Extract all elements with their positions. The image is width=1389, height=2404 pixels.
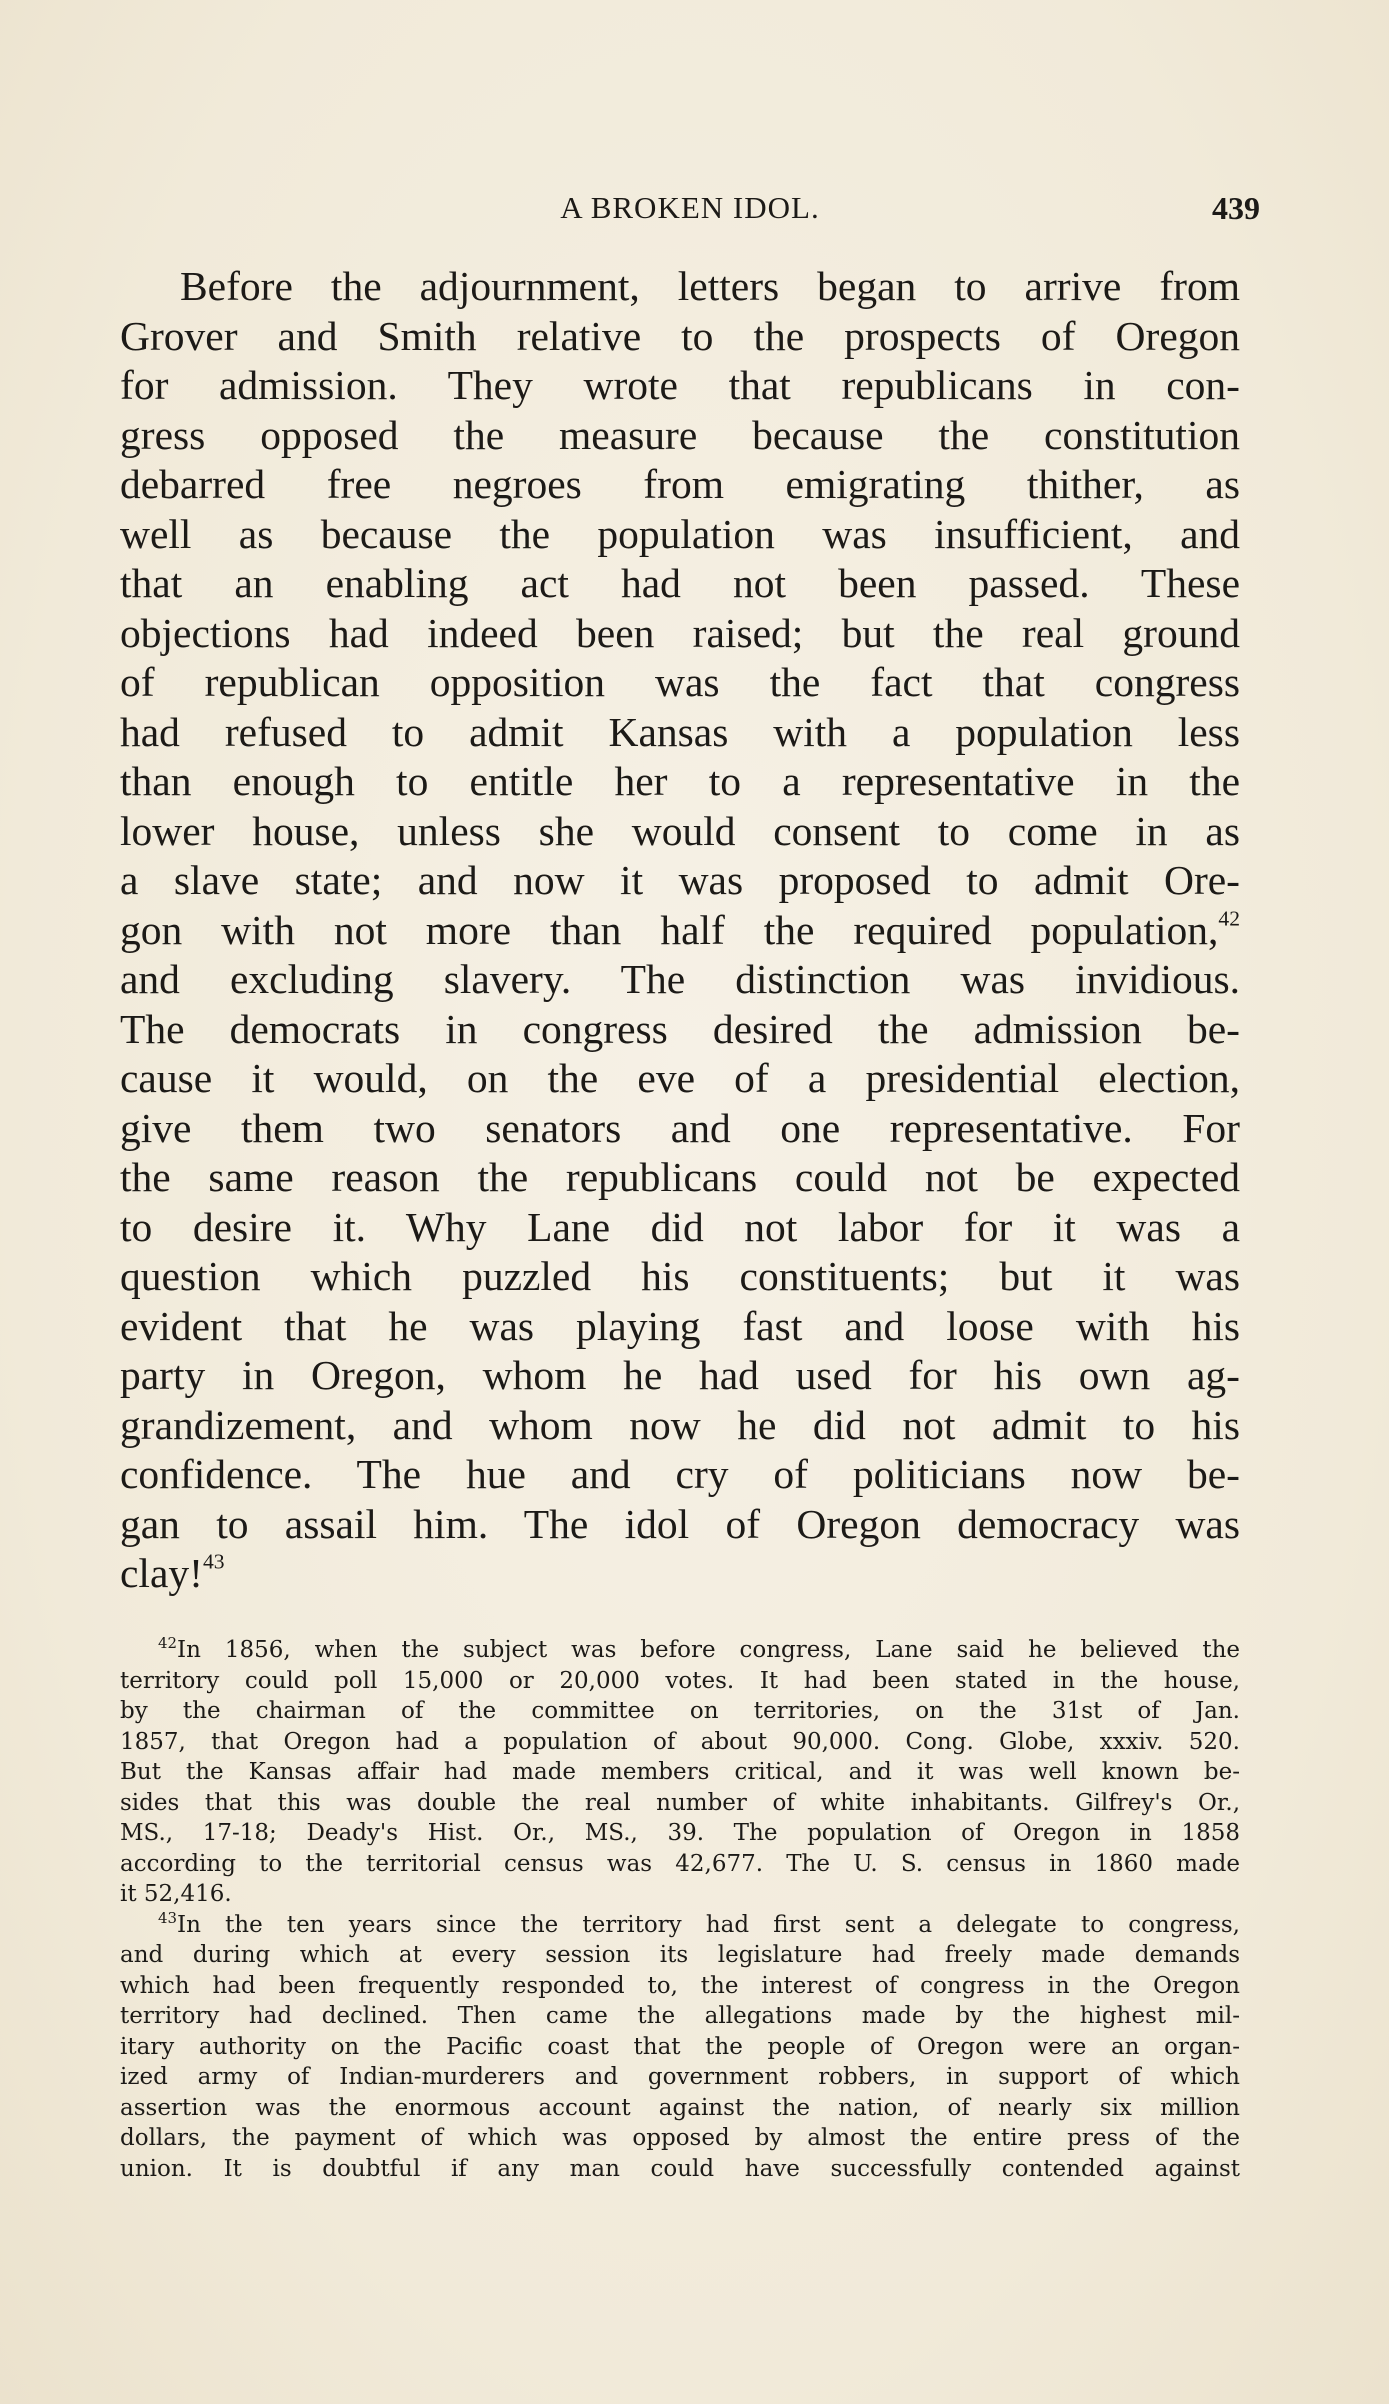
footnote-line-text: it 52,416. bbox=[120, 1881, 232, 1907]
footnote-line bbox=[120, 2123, 1240, 2154]
footnote-line bbox=[120, 1788, 1240, 1819]
body-line bbox=[120, 1252, 1240, 1302]
body-line bbox=[120, 1153, 1240, 1203]
footnote-line-text: But the Kansas affair had made members critical, and it was well known be- bbox=[120, 1759, 1240, 1785]
body-line-text: lower house, unless she would consent to come in as bbox=[120, 807, 1240, 854]
body-line bbox=[120, 262, 1240, 312]
body-line bbox=[120, 1401, 1240, 1451]
body-line-text: than enough to entitle her to a representative in the bbox=[120, 758, 1240, 804]
footnote-line-text: by the chairman of the committee on territories, on the 31st of Jan. bbox=[120, 1698, 1240, 1724]
body-line-text: give them two senators and one representative. For bbox=[120, 1104, 1240, 1151]
body-line-text: objections had indeed been raised; but the real ground bbox=[120, 609, 1240, 656]
body-line bbox=[120, 708, 1240, 758]
footnote-line bbox=[120, 1879, 1240, 1910]
footnote-line bbox=[120, 1727, 1240, 1758]
body-line-text: gan to assail him. The idol of Oregon democracy was bbox=[120, 1500, 1240, 1547]
footnote-line-text: union. It is doubtful if any man could have successfully contended against bbox=[120, 2155, 1240, 2182]
body-line-text: the same reason the republicans could not be expected bbox=[120, 1154, 1240, 1200]
body-line bbox=[120, 609, 1240, 659]
footnote-line bbox=[120, 1940, 1240, 1971]
body-line bbox=[120, 361, 1240, 411]
body-line bbox=[120, 1302, 1240, 1352]
body-line bbox=[120, 1549, 1240, 1599]
body-line bbox=[120, 906, 1240, 956]
footnote-line-text: dollars, the payment of which was opposed by almost the entire press of the bbox=[120, 2125, 1240, 2151]
body-line-text: for admission. They wrote that republicans in con- bbox=[120, 362, 1240, 408]
body-line-text: had refused to admit Kansas with a population less bbox=[120, 708, 1240, 755]
body-line bbox=[120, 856, 1240, 906]
footnote-reference: 42 bbox=[1218, 906, 1240, 931]
footnote-marker: 43 bbox=[158, 1908, 178, 1927]
body-line bbox=[120, 658, 1240, 708]
footnote-line-text: 1857, that Oregon had a population of about 90,000. Cong. Globe, xxxiv. 520. bbox=[120, 1728, 1240, 1755]
footnote-marker: 42 bbox=[158, 1634, 178, 1653]
body-line-text: cause it would, on the eve of a presidential election, bbox=[120, 1055, 1240, 1101]
footnote-line bbox=[120, 1849, 1240, 1880]
body-text bbox=[120, 262, 1240, 1599]
footnote-line-text: MS., 17-18; Deady's Hist. Or., MS., 39. The population of Oregon in 1858 bbox=[120, 1820, 1240, 1846]
body-line bbox=[120, 510, 1240, 560]
body-line-text: Before the adjournment, letters began to arrive from bbox=[180, 263, 1240, 309]
footnote-line-text: which had been frequently responded to, the interest of congress in the Oregon bbox=[120, 1972, 1240, 1999]
body-line-text: that an enabling act had not been passed. These bbox=[120, 560, 1240, 606]
body-line bbox=[120, 559, 1240, 609]
footnotes bbox=[120, 1635, 1240, 2184]
footnote-line bbox=[120, 1818, 1240, 1849]
body-line bbox=[120, 1054, 1240, 1104]
footnote-line bbox=[120, 1666, 1240, 1697]
footnote-line-text: assertion was the enormous account against the nation, of nearly six million bbox=[120, 2094, 1240, 2121]
footnote-line-text: itary authority on the Pacific coast that the people of Oregon were an organ- bbox=[120, 2033, 1240, 2060]
body-line-text: evident that he was playing fast and loose with his bbox=[120, 1302, 1240, 1349]
body-line-text: and excluding slavery. The distinction was invidious. bbox=[120, 956, 1240, 1002]
body-line bbox=[120, 955, 1240, 1005]
footnote-line bbox=[120, 1696, 1240, 1727]
body-line-text: of republican opposition was the fact that congress bbox=[120, 659, 1240, 705]
body-line bbox=[120, 757, 1240, 807]
footnote-line-text: according to the territorial census was 42,677. The U. S. census in 1860 made bbox=[120, 1850, 1240, 1877]
body-line bbox=[120, 1500, 1240, 1550]
body-line bbox=[120, 807, 1240, 857]
footnote-reference: 43 bbox=[202, 1549, 225, 1574]
body-line bbox=[120, 1450, 1240, 1500]
running-head: A BROKEN IDOL. bbox=[560, 190, 820, 225]
body-line-text: clay! bbox=[120, 1550, 203, 1596]
footnote-line bbox=[120, 1971, 1240, 2002]
footnote-line-text: and during which at every session its legislature had freely made demands bbox=[120, 1942, 1240, 1968]
body-line bbox=[120, 460, 1240, 510]
footnote-line bbox=[120, 2062, 1240, 2093]
body-line bbox=[120, 1351, 1240, 1401]
body-line-text: debarred free negroes from emigrating thither, as bbox=[120, 461, 1240, 507]
footnote-line bbox=[120, 2001, 1240, 2032]
footnote-line bbox=[120, 2093, 1240, 2124]
footnote-line bbox=[120, 1757, 1240, 1788]
footnote-line-text: territory could poll 15,000 or 20,000 votes. It had been stated in the house, bbox=[120, 1667, 1240, 1694]
body-line-text: grandizement, and whom now he did not admit to his bbox=[120, 1401, 1240, 1448]
body-line-text: a slave state; and now it was proposed to admit Ore- bbox=[120, 857, 1240, 903]
body-line-text: gon with not more than half the required population, bbox=[120, 906, 1219, 953]
footnote-line bbox=[120, 2154, 1240, 2185]
footnote-line-text: In 1856, when the subject was before congress, Lane said he believed the bbox=[177, 1637, 1240, 1663]
footnote-line-text: In the ten years since the territory had first sent a delegate to congress, bbox=[177, 1911, 1240, 1938]
body-line bbox=[120, 1005, 1240, 1055]
body-line-text: question which puzzled his constituents; but it was bbox=[120, 1253, 1240, 1299]
body-line-text: Grover and Smith relative to the prospects of Oregon bbox=[120, 312, 1240, 359]
body-line-text: to desire it. Why Lane did not labor for it was a bbox=[120, 1203, 1240, 1250]
body-line bbox=[120, 1203, 1240, 1253]
body-line bbox=[120, 411, 1240, 461]
body-line-text: The democrats in congress desired the admission be- bbox=[120, 1005, 1240, 1052]
footnote-line bbox=[120, 2032, 1240, 2063]
body-line-text: confidence. The hue and cry of politicians now be- bbox=[120, 1451, 1240, 1497]
footnote-line-text: sides that this was double the real number of white inhabitants. Gilfrey's Or., bbox=[120, 1789, 1240, 1816]
body-line-text: party in Oregon, whom he had used for his own ag- bbox=[120, 1352, 1240, 1398]
page-number: 439 bbox=[1212, 190, 1260, 226]
body-line-text: well as because the population was insufficient, and bbox=[120, 510, 1240, 557]
footnote-line-text: ized army of Indian-murderers and government robbers, in support of which bbox=[120, 2064, 1240, 2090]
body-line-text: gress opposed the measure because the constitution bbox=[120, 411, 1240, 458]
body-line bbox=[120, 312, 1240, 362]
body-line bbox=[120, 1104, 1240, 1154]
footnote-line bbox=[120, 1635, 1240, 1666]
footnote-line-text: territory had declined. Then came the allegations made by the highest mil- bbox=[120, 2003, 1240, 2029]
page-header bbox=[120, 190, 1260, 230]
footnote-line bbox=[120, 1910, 1240, 1941]
